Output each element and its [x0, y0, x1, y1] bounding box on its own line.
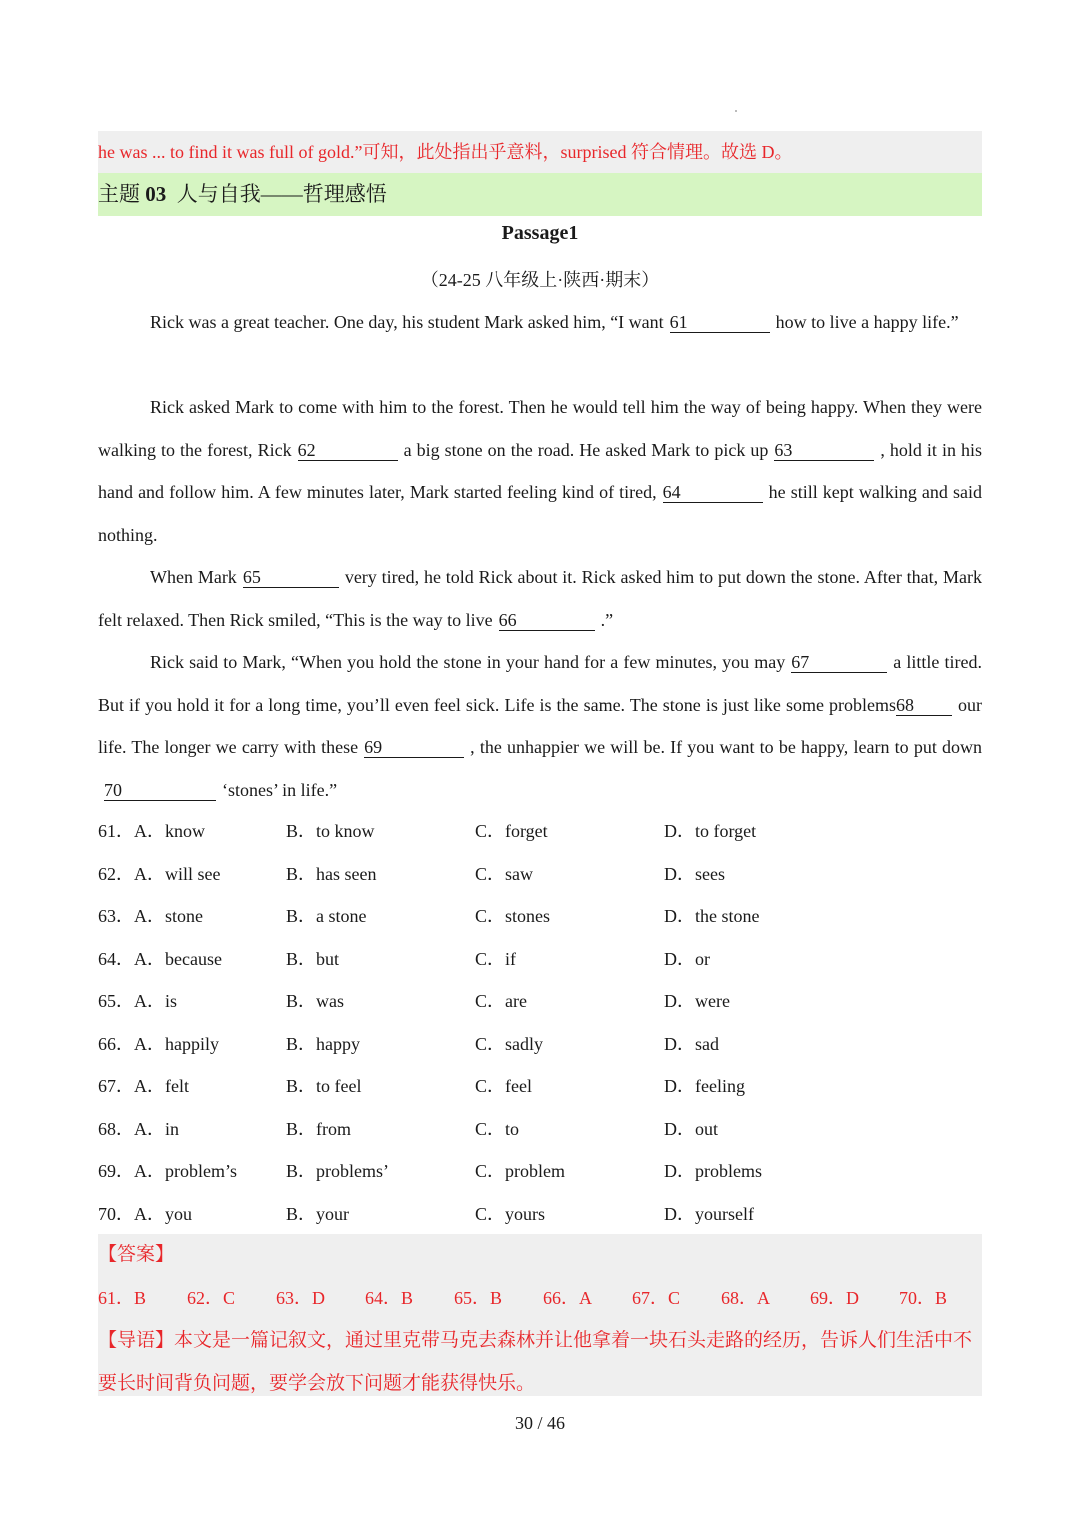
- answer-item: 70．B: [899, 1288, 948, 1308]
- p4-text-a: Rick said to Mark, “When you hold the stone in your hand for a few minutes, you may: [150, 652, 786, 672]
- question-row: [98, 1023, 982, 1066]
- option-b[interactable]: B．happy: [286, 1033, 360, 1054]
- option-a[interactable]: 61．A．know: [98, 821, 205, 841]
- option-c[interactable]: C．problem: [475, 1161, 565, 1181]
- option-b[interactable]: B．but: [286, 948, 340, 969]
- option-d[interactable]: D．feeling: [664, 1076, 745, 1096]
- option-a[interactable]: 70．A．you: [98, 1203, 192, 1224]
- answer-item: 63．D: [276, 1288, 325, 1308]
- p3-text-d: .”: [600, 609, 614, 630]
- option-a[interactable]: 66．A．happily: [98, 1033, 219, 1054]
- p4-text-c: a little tired. But if you hold it for a long time, you’ll even feel sick. Life is the same. The stone is just like some problems: [98, 652, 982, 715]
- blank-65[interactable]: 65: [243, 567, 339, 588]
- question-row: [98, 1065, 982, 1108]
- options-list: [98, 810, 982, 1235]
- option-b[interactable]: B．problems’: [286, 1161, 389, 1181]
- p3-text-a: When Mark: [150, 567, 237, 587]
- option-a[interactable]: 64．A．because: [98, 948, 222, 969]
- theme-prefix: 主题: [98, 182, 146, 206]
- question-row: [98, 1108, 982, 1151]
- option-a[interactable]: 69．A．problem’s: [98, 1161, 237, 1181]
- option-a[interactable]: 67．A．felt: [98, 1076, 189, 1096]
- p1-text-c: how to live a happy life.”: [775, 312, 959, 332]
- blank-63[interactable]: 63: [774, 440, 874, 461]
- question-row: [98, 810, 982, 853]
- paragraph-4: [98, 641, 982, 811]
- option-c[interactable]: C．to: [475, 1118, 520, 1139]
- blank-69[interactable]: 69: [364, 737, 464, 758]
- p3-text-c: very tired, he told Rick about it. Rick asked him to put down the stone. After that, Mark felt relaxed. Then Rick smiled, “This is the way to live: [98, 567, 982, 630]
- option-d[interactable]: D．or: [664, 948, 710, 969]
- blank-62[interactable]: 62: [298, 440, 398, 461]
- answer-heading: 【答案】: [98, 1244, 175, 1265]
- option-a[interactable]: 62．A．will see: [98, 863, 221, 884]
- answer-item: 67．C: [632, 1288, 681, 1308]
- answer-section: [98, 1234, 982, 1396]
- p2-text-a: Rick asked Mark to come with him to the forest. Then he would tell him the way of being happy. When they were walking to the forest, Rick: [98, 397, 982, 460]
- option-b[interactable]: B．from: [286, 1118, 351, 1139]
- p2-text-d: , hold it in his hand and follow him. A few minutes later, Mark started feeling kind of tired,: [98, 439, 982, 502]
- blank-61[interactable]: 61: [670, 312, 770, 333]
- answer-item: 61．B: [98, 1288, 147, 1308]
- option-a[interactable]: 68．A．in: [98, 1118, 179, 1139]
- option-b[interactable]: B．a stone: [286, 906, 367, 926]
- option-c[interactable]: C．are: [475, 991, 527, 1011]
- p4-text-d: our life. The longer we carry with these: [98, 694, 982, 757]
- option-b[interactable]: B．has seen: [286, 863, 377, 884]
- answer-item: 66．A: [543, 1288, 592, 1308]
- p2-text-e: he still kept walking and said nothing.: [98, 482, 982, 545]
- paragraph-3: [98, 556, 982, 641]
- option-c[interactable]: C．stones: [475, 906, 551, 926]
- option-d[interactable]: D．out: [664, 1118, 718, 1139]
- page-number: 30 / 46: [514, 1413, 565, 1433]
- p4-text-f: ‘stones’ in life.”: [222, 779, 338, 800]
- guide-text: 本文是一篇记叙文，通过里克带马克去森林并让他拿着一块石头走路的经历，告诉人们生活中不要长时间背负问题，要学会放下问题才能获得快乐。: [98, 1330, 973, 1394]
- option-a[interactable]: 65．A．is: [98, 991, 178, 1011]
- guide-paragraph: [98, 1319, 982, 1405]
- blank-64[interactable]: 64: [663, 482, 763, 503]
- option-c[interactable]: C．sadly: [475, 1033, 544, 1054]
- p2-text-c: a big stone on the road. He asked Mark to pick up: [403, 439, 769, 460]
- option-b[interactable]: B．to feel: [286, 1076, 362, 1096]
- question-row: [98, 1193, 982, 1236]
- theme-header: [98, 173, 982, 216]
- option-c[interactable]: C．if: [475, 948, 517, 969]
- option-d[interactable]: D．sad: [664, 1033, 719, 1054]
- scan-speck: [735, 110, 737, 112]
- theme-number: 03: [145, 182, 167, 206]
- theme-title: 人与自我——哲理感悟: [166, 182, 387, 206]
- option-d[interactable]: D．the stone: [664, 906, 760, 926]
- answer-item: 68．A: [721, 1288, 770, 1308]
- blank-66[interactable]: 66: [499, 610, 595, 631]
- option-d[interactable]: D．to forget: [664, 821, 757, 841]
- passage-title: Passage1: [501, 222, 579, 244]
- answer-item: 62．C: [187, 1288, 236, 1308]
- option-d[interactable]: D．yourself: [664, 1203, 754, 1224]
- paragraph-1: [98, 301, 982, 344]
- option-c[interactable]: C．yours: [475, 1203, 546, 1224]
- p1-text-a: Rick was a great teacher. One day, his student Mark asked him, “I want: [150, 312, 664, 332]
- option-d[interactable]: D．were: [664, 991, 730, 1011]
- guide-label: 【导语】: [98, 1330, 175, 1351]
- blank-68[interactable]: 68: [896, 695, 952, 716]
- option-d[interactable]: D．sees: [664, 863, 725, 884]
- paragraph-2: [98, 386, 982, 556]
- option-c[interactable]: C．forget: [475, 821, 548, 841]
- option-a[interactable]: 63．A．stone: [98, 906, 203, 926]
- answer-item: 64．B: [365, 1288, 414, 1308]
- previous-explanation: he was ... to find it was full of gold.”可知，此处指出乎意料，surprised 符合情理。故选 D。: [98, 131, 982, 173]
- question-row: [98, 1150, 982, 1193]
- answer-item: 65．B: [454, 1288, 503, 1308]
- answer-item: 69．D: [810, 1288, 859, 1308]
- option-c[interactable]: C．saw: [475, 863, 533, 884]
- p4-text-e: , the unhappier we will be. If you want to be happy, learn to put down: [470, 737, 982, 757]
- blank-67[interactable]: 67: [791, 652, 887, 673]
- option-c[interactable]: C．feel: [475, 1076, 532, 1096]
- question-row: [98, 980, 982, 1023]
- question-row: [98, 938, 982, 981]
- option-b[interactable]: B．your: [286, 1203, 349, 1224]
- option-d[interactable]: D．problems: [664, 1161, 762, 1181]
- option-b[interactable]: B．was: [286, 991, 344, 1011]
- blank-70[interactable]: 70: [104, 780, 216, 801]
- option-b[interactable]: B．to know: [286, 821, 375, 841]
- question-row: [98, 895, 982, 938]
- passage-source: （24-25 八年级上·陕西·期末）: [420, 270, 660, 290]
- question-row: [98, 853, 982, 896]
